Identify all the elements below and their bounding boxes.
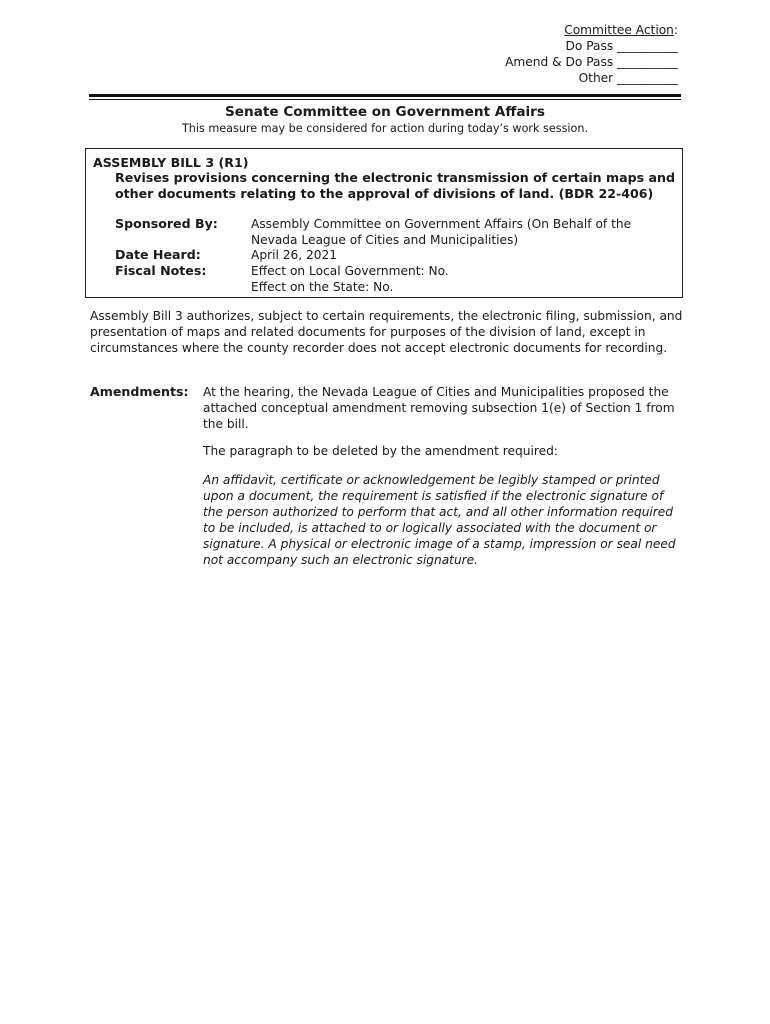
fiscal-state-value: Effect on the State: No. (251, 280, 394, 294)
fiscal-notes-label: Fiscal Notes: (115, 263, 207, 278)
header-rule-thin (89, 99, 681, 100)
committee-title: Senate Committee on Government Affairs (225, 104, 545, 120)
header-rule-thick (89, 94, 681, 97)
committee-action-heading (505, 22, 678, 38)
amendments-text: At the hearing, the Nevada League of Cities and Municipalities proposed the attached conceptual amendment removing subsection 1(e) of Section 1 from the bill. (203, 385, 675, 431)
date-heard-value: April 26, 2021 (251, 248, 338, 262)
bill-summary: Revises provisions concerning the electronic transmission of certain maps and other documents relating to the approval of divisions of land. (BDR 22-406) (115, 170, 675, 201)
do-pass-line: Do Pass __________ (565, 39, 678, 53)
bill-number: ASSEMBLY BILL 3 (R1) (93, 155, 249, 170)
work-session-note: This measure may be considered for action during today’s work session. (181, 122, 589, 135)
bill-summary-box (85, 148, 683, 298)
sponsored-by-value: Assembly Committee on Government Affairs (On Behalf of the Nevada League of Cities and Municipalities) (251, 217, 632, 247)
bill-description: Assembly Bill 3 authorizes, subject to certain requirements, the electronic filing, submission, and presentation of maps and related documents for purposes of the division of land, except in circumstances where the county recorder does not accept electronic documents for recording. (90, 309, 683, 355)
date-heard-label: Date Heard: (115, 247, 201, 262)
amend-do-pass-line: Amend & Do Pass __________ (505, 55, 678, 69)
other-line: Other __________ (578, 71, 678, 85)
committee-action-title: Committee Action (564, 23, 674, 37)
committee-action-colon: : (673, 23, 678, 37)
fiscal-local-value: Effect on Local Government: No. (251, 264, 449, 278)
amendments-label: Amendments: (90, 384, 189, 399)
committee-action-block (505, 22, 678, 86)
deleted-paragraph: An affidavit, certificate or acknowledgement be legibly stamped or printed upon a document, the requirement is satisfied if the electronic signature of the person authorized to perform that act, and all other information required to be included, is attached to or logically associated with the document or signature. A physical or electronic image of a stamp, impression or seal need not accompany such an electronic signature. (203, 473, 676, 567)
amendment-note: The paragraph to be deleted by the amendment required: (203, 444, 558, 458)
sponsored-by-label: Sponsored By: (115, 216, 218, 231)
